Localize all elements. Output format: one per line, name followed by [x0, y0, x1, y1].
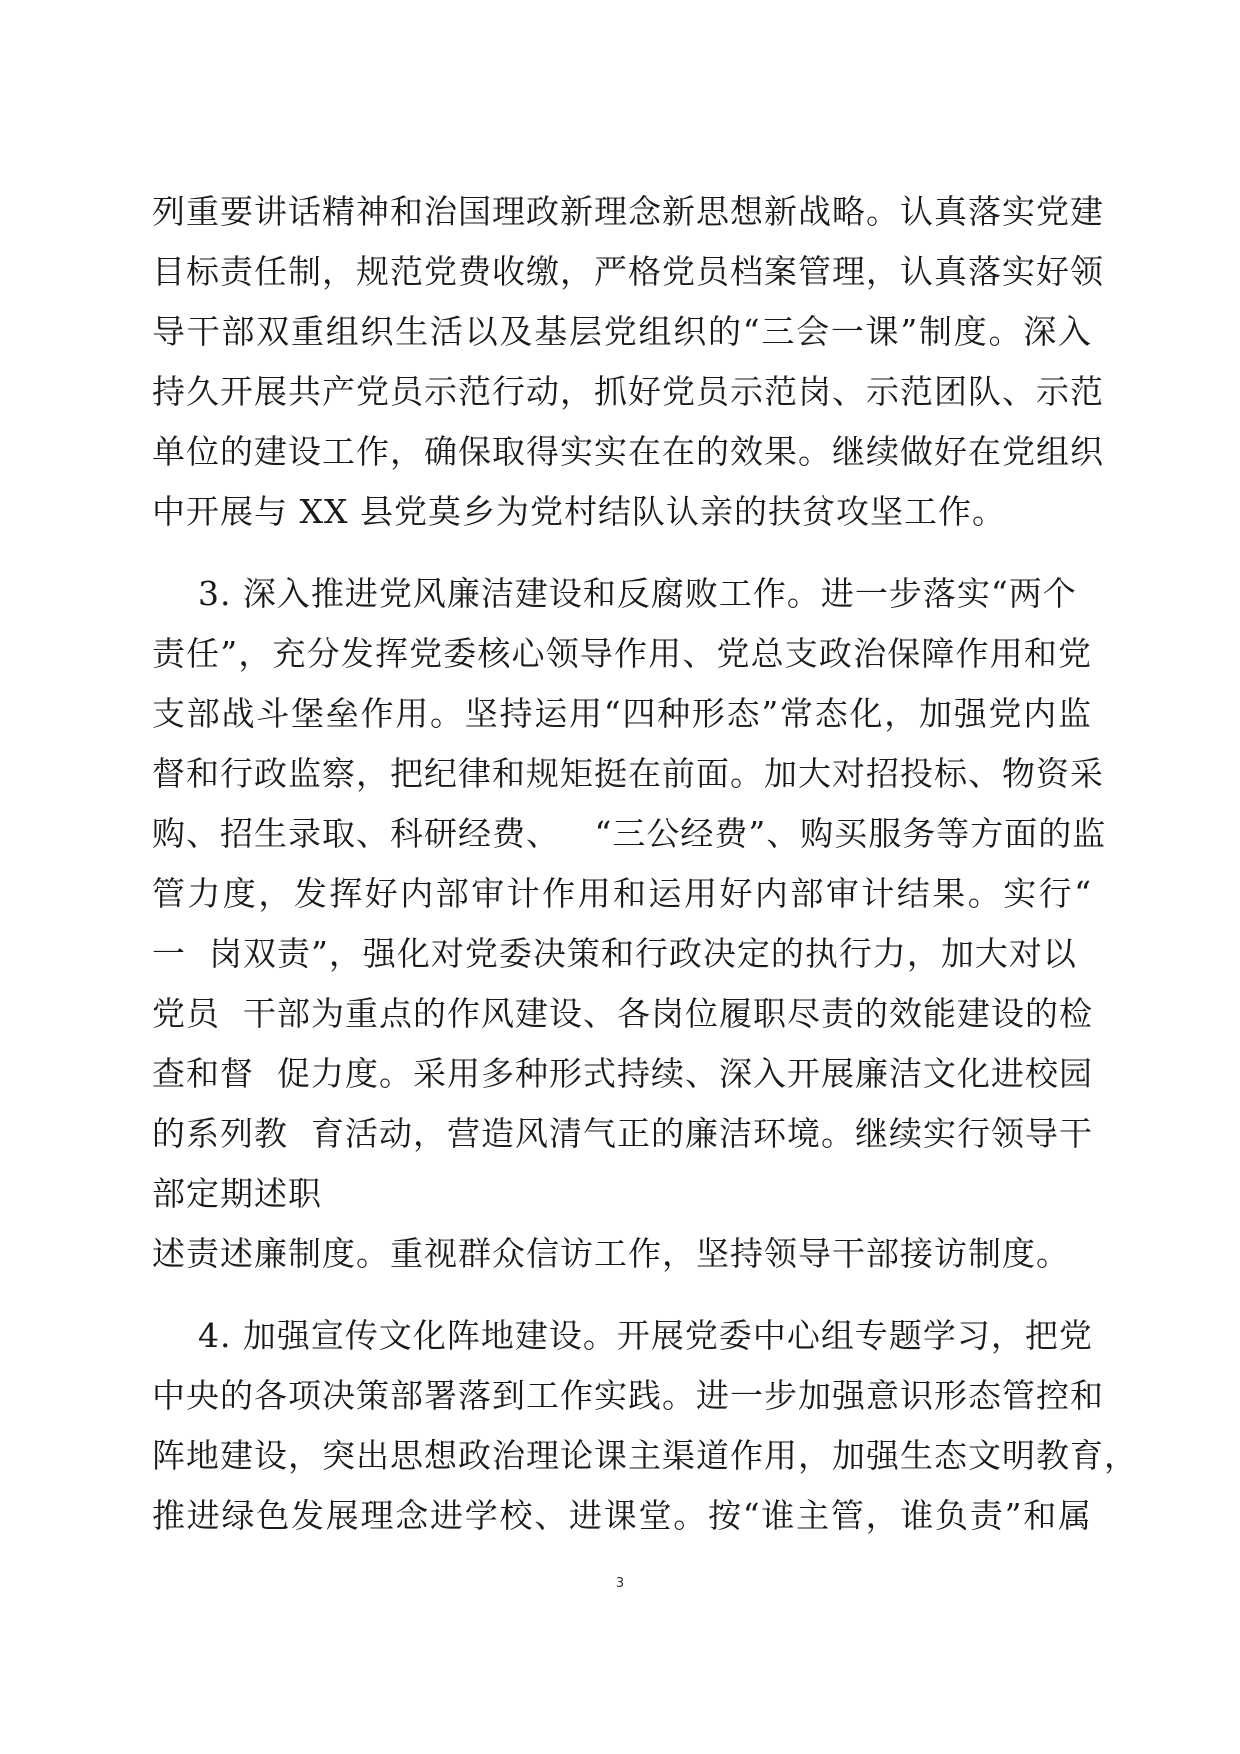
body-text [152, 182, 1138, 1546]
paragraph-spacer [152, 542, 1092, 564]
text-line: 单位的建设工作，确保取得实实在在的效果。继续做好在党组织 [152, 432, 1104, 471]
text-line: 4. 加强宣传文化阵地建设。开展党委中心组专题学习，把党 [152, 1316, 1093, 1355]
paragraph-spacer [152, 1284, 1092, 1306]
text-line: 阵地建设，突出思想政治理论课主渠道作用，加强生态文明教育， [152, 1436, 1138, 1475]
paragraph-anti-corruption [152, 564, 1107, 1284]
text-line: 中开展与 XX 县党莫乡为党村结队认亲的扶贫攻坚工作。 [152, 492, 1006, 531]
text-line: 导干部双重组织生活以及基层党组织的“三会一课”制度。深入 [152, 312, 1092, 351]
paragraph-propaganda-culture [152, 1306, 1138, 1546]
text-line: 督和行政监察，把纪律和规矩挺在前面。加大对招投标、物资采 [152, 754, 1104, 793]
text-line: 一 岗双责”，强化对党委决策和行政决定的执行力，加大对以 [152, 934, 1077, 973]
text-line: 管力度，发挥好内部审计作用和运用好内部审计结果。实行“ [152, 874, 1092, 913]
text-line: 目标责任制，规范党费收缴，严格党员档案管理，认真落实好领 [152, 252, 1104, 291]
text-line: 持久开展共产党员示范行动，抓好党员示范岗、示范团队、示范 [152, 372, 1104, 411]
text-line: 推进绿色发展理念进学校、进课堂。按“谁主管，谁负责”和属 [152, 1496, 1092, 1535]
text-line: 列重要讲话精神和治国理政新理念新思想新战略。认真落实党建 [152, 192, 1104, 231]
page-number: 3 [615, 1576, 625, 1591]
text-line: 党员 干部为重点的作风建设、各岗位履职尽责的效能建设的检 [152, 994, 1093, 1033]
text-line: 3. 深入推进党风廉洁建设和反腐败工作。进一步落实“两个 [152, 574, 1077, 613]
text-line: 支部战斗堡垒作用。坚持运用“四种形态”常态化，加强党内监 [152, 694, 1092, 733]
text-line: 责任”，充分发挥党委核心领导作用、党总支政治保障作用和党 [152, 634, 1092, 673]
text-line: 的系列教 育活动，营造风清气正的廉洁环境。继续实行领导干 [152, 1114, 1093, 1153]
paragraph-party-building [152, 182, 1104, 542]
text-line: 查和督 促力度。采用多种形式持续、深入开展廉洁文化进校园 [152, 1054, 1093, 1093]
text-line: 部定期述职 [152, 1174, 322, 1213]
text-line: 购、招生录取、科研经费、 “三公经费”、购买服务等方面的监 [152, 814, 1107, 853]
text-line: 中央的各项决策部署落到工作实践。进一步加强意识形态管控和 [152, 1376, 1104, 1415]
text-line: 述责述廉制度。重视群众信访工作，坚持领导干部接访制度。 [152, 1234, 1070, 1273]
